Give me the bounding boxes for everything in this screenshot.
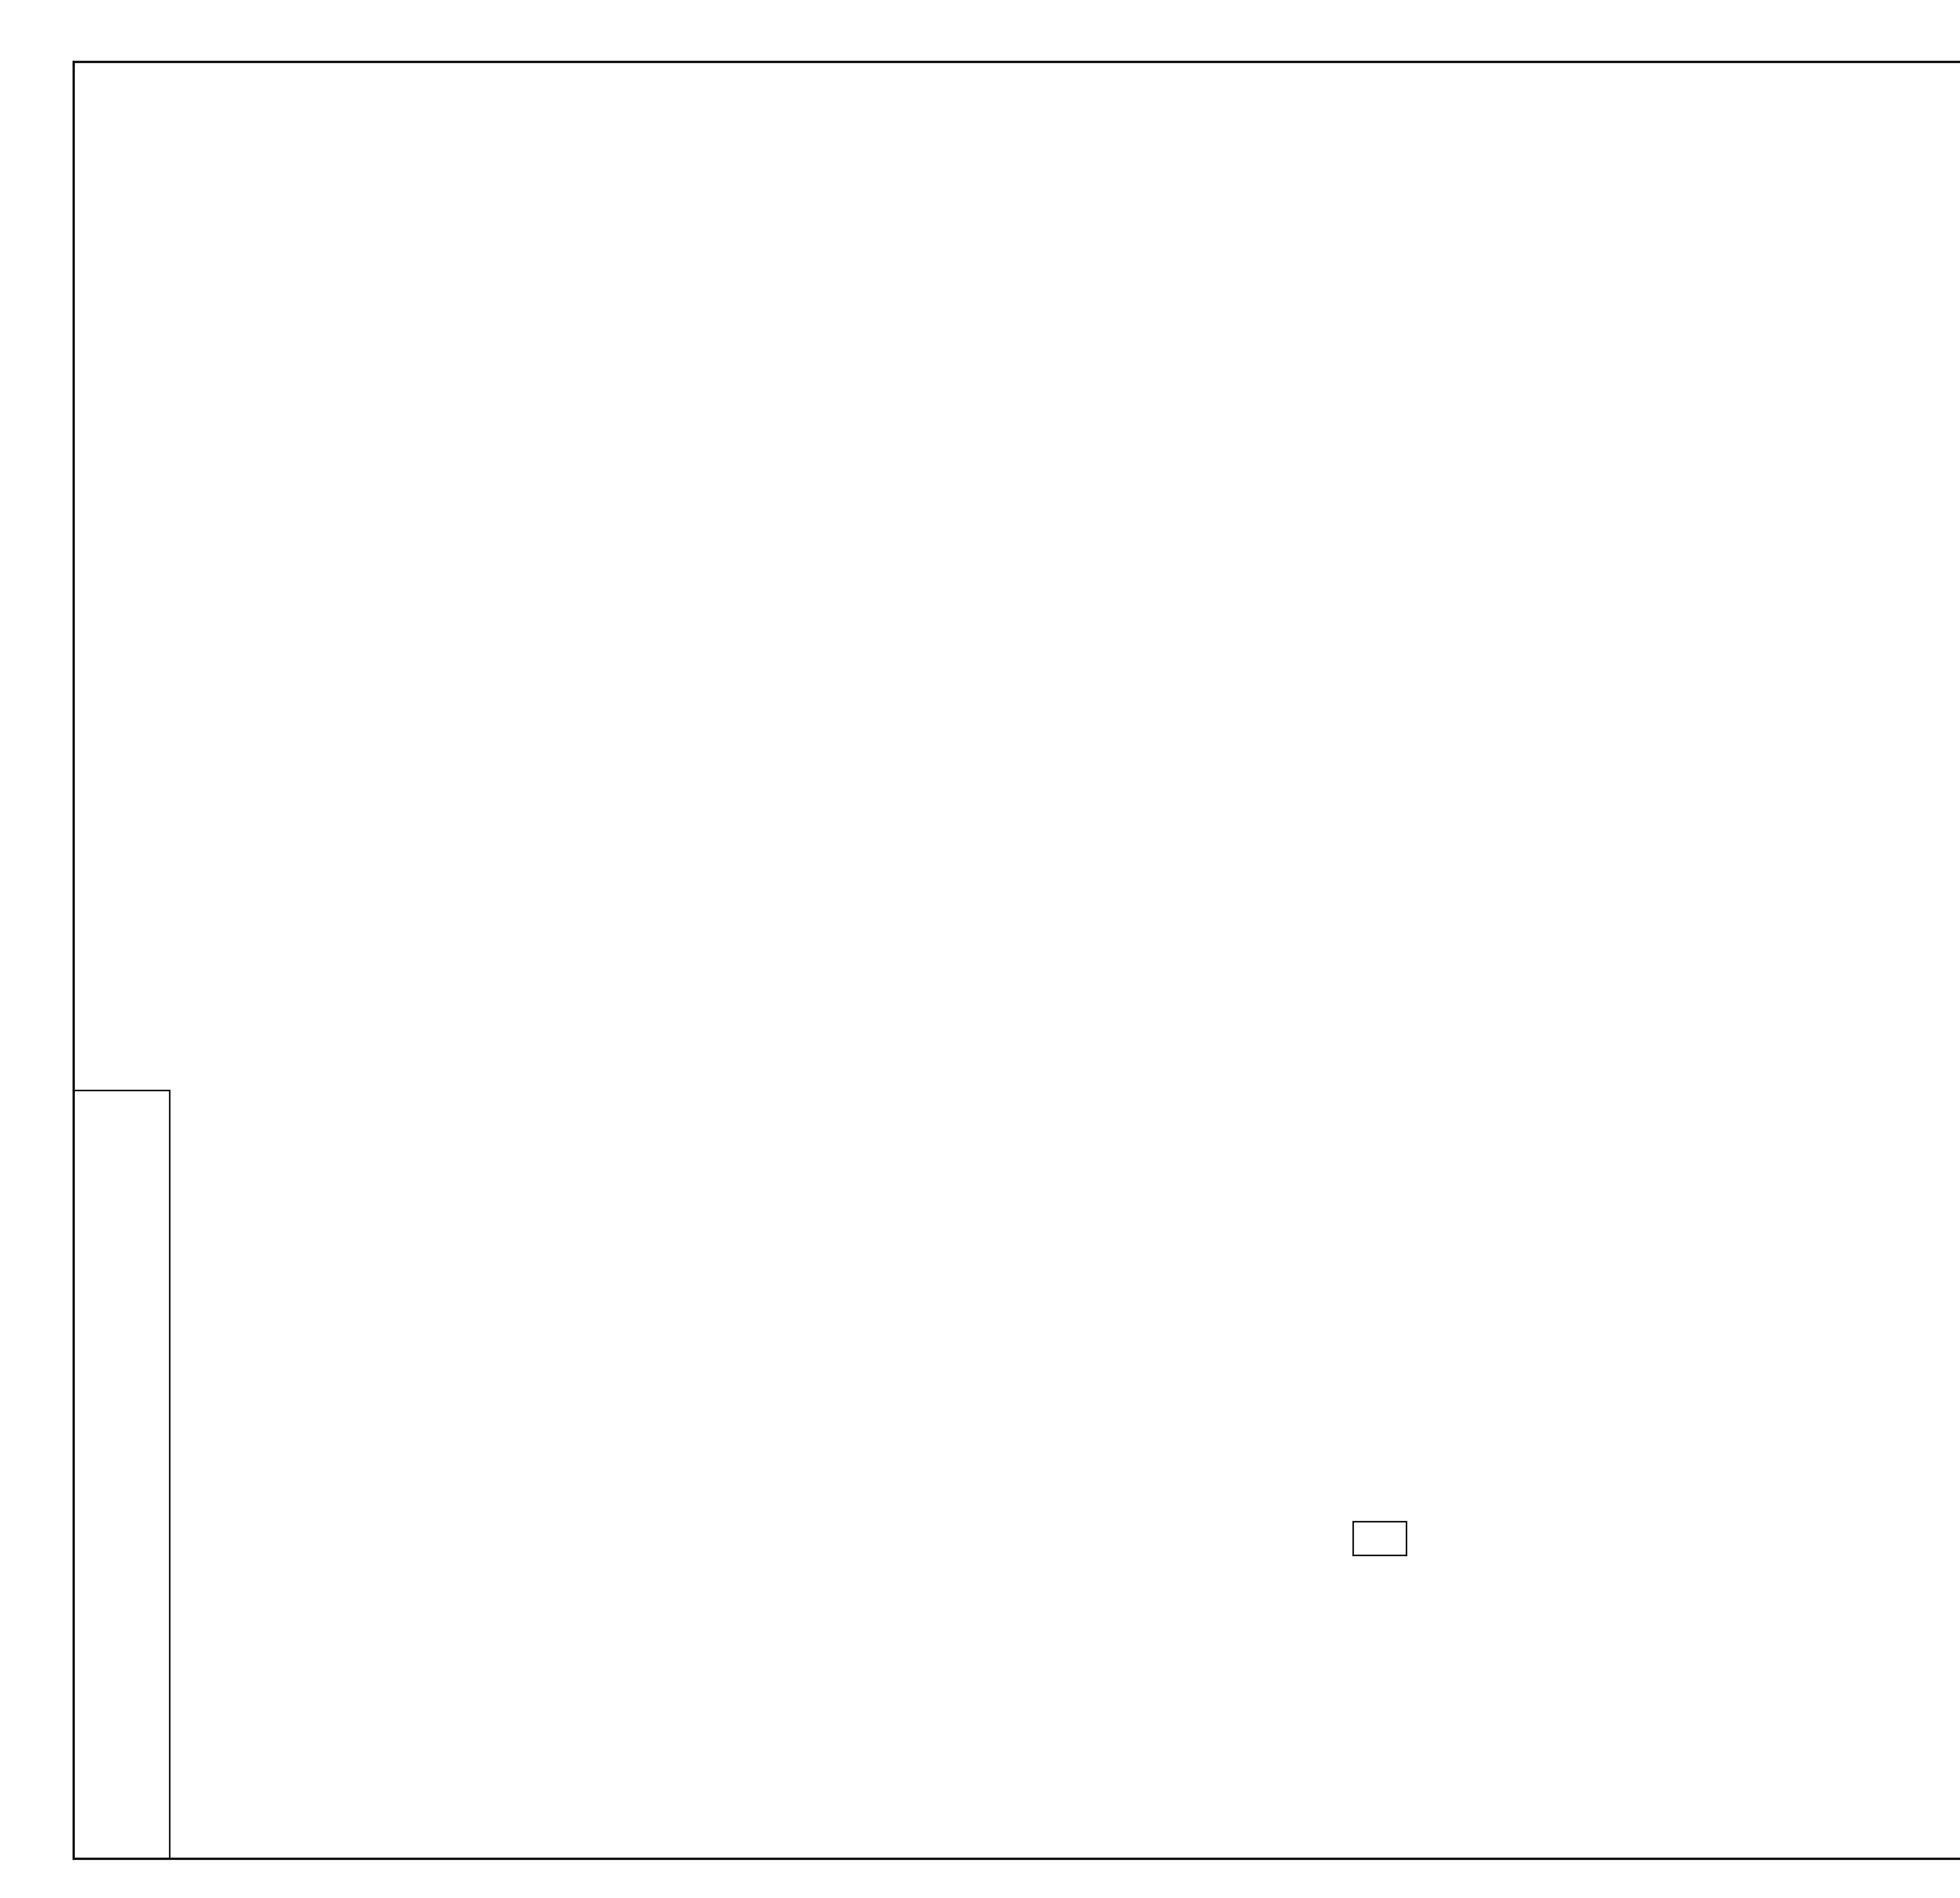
- tsn-box: [1352, 1521, 1407, 1556]
